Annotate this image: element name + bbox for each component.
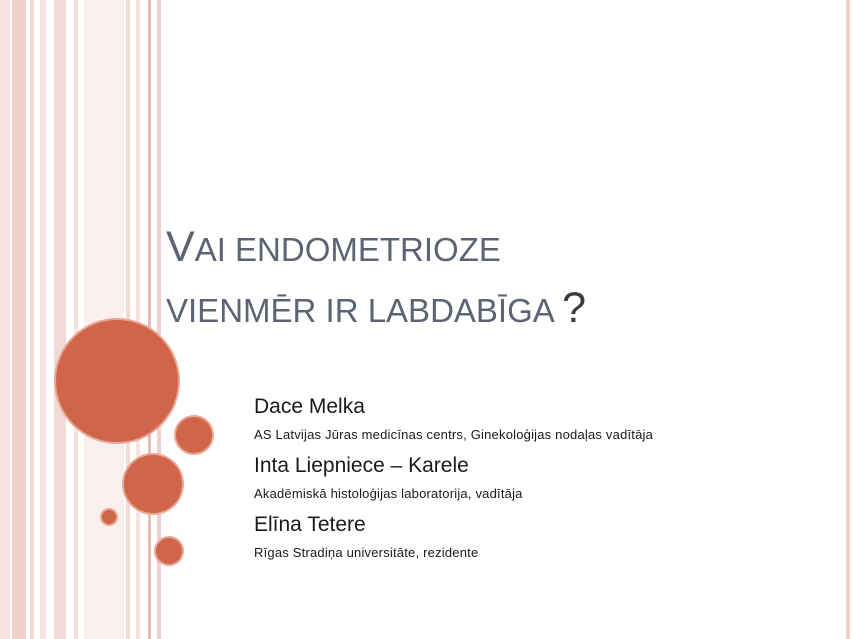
author-affiliation: Rīgas Stradiņa universitāte, rezidente <box>254 545 479 560</box>
decorative-circle-large <box>56 320 178 442</box>
decorative-stripe <box>126 0 130 639</box>
decorative-stripe <box>846 0 850 639</box>
slide-title <box>166 218 586 340</box>
decorative-circle <box>102 510 116 524</box>
author-name: Inta Liepniece – Karele <box>254 454 469 477</box>
author-affiliation: AS Latvijas Jūras medicīnas centrs, Ginekoloģijas nodaļas vadītāja <box>254 427 654 442</box>
author-list <box>254 394 653 571</box>
title-question-mark: ? <box>562 284 587 332</box>
decorative-stripe <box>12 0 26 639</box>
title-line1: AI ENDOMETRIOZE <box>194 231 501 268</box>
decorative-stripe <box>30 0 34 639</box>
decorative-stripe <box>148 0 151 639</box>
author-name: Elīna Tetere <box>254 513 366 536</box>
title-initial: V <box>166 223 195 271</box>
decorative-circle <box>156 538 182 564</box>
decorative-circle <box>176 417 212 453</box>
decorative-stripe <box>0 0 10 639</box>
decorative-stripe <box>54 0 66 639</box>
decorative-circle <box>124 455 182 513</box>
decorative-stripe <box>136 0 140 639</box>
author-affiliation: Akadēmiskā histoloģijas laboratorija, vadītāja <box>254 486 523 501</box>
decorative-stripe <box>40 0 46 639</box>
decorative-stripe <box>74 0 78 639</box>
title-line2: VIENMĒR IR LABDABĪGA <box>166 292 553 329</box>
author-name: Dace Melka <box>254 395 365 418</box>
